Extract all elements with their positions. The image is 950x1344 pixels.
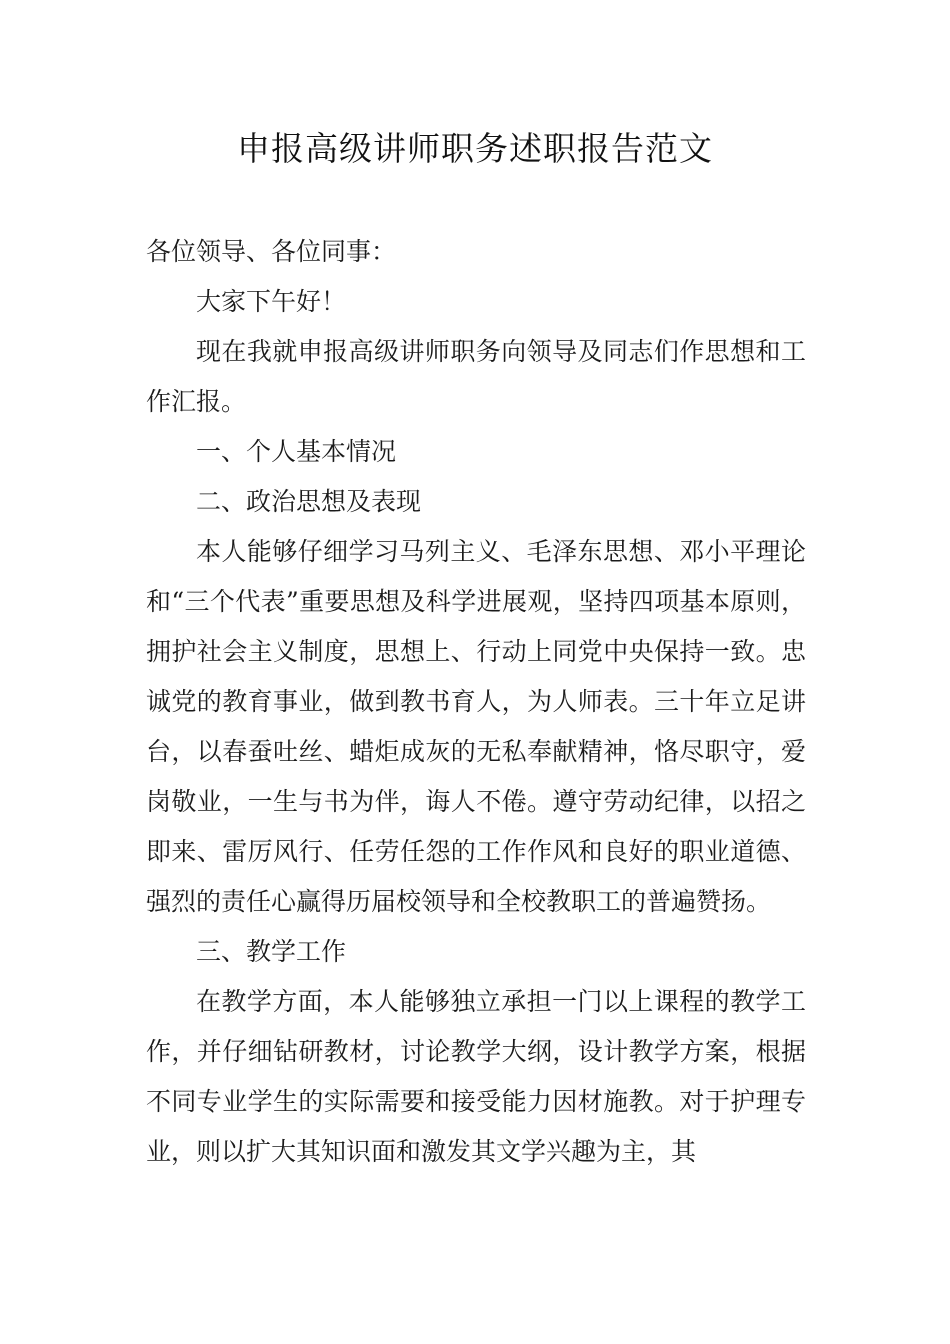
greeting: 大家下午好！ xyxy=(196,287,347,316)
section-heading-political: 二、政治思想及表现 xyxy=(196,487,422,516)
intro-paragraph: 现在我就申报高级讲师职务向领导及同志们作思想和工作汇报。 xyxy=(146,337,806,416)
document-body xyxy=(146,227,806,1177)
teaching-paragraph: 在教学方面，本人能够独立承担一门以上课程的教学工作，并仔细钻研教材，讨论教学大纲，设计教学方案，根据不同专业学生的实际需要和接受能力因材施教。对于护理专业，则以扩大其知识面和激发其文学兴趣为主，其 xyxy=(146,987,806,1166)
political-paragraph: 本人能够仔细学习马列主义、毛泽东思想、邓小平理论和“三个代表”重要思想及科学进展观，坚持四项基本原则，拥护社会主义制度，思想上、行动上同党中央保持一致。忠诚党的教育事业，做到教书育人，为人师表。三十年立足讲台，以春蚕吐丝、蜡炬成灰的无私奉献精神，恪尽职守，爱岗敬业，一生与书为伴，诲人不倦。遵守劳动纪律，以招之即来、雷厉风行、任劳任怨的工作作风和良好的职业道德、强烈的责任心赢得历届校领导和全校教职工的普遍赞扬。 xyxy=(146,537,806,916)
section-heading-teaching: 三、教学工作 xyxy=(196,937,347,966)
section-heading-personal-info: 一、个人基本情况 xyxy=(196,437,397,466)
salutation: 各位领导、各位同事： xyxy=(146,237,397,266)
document-title: 申报高级讲师职务述职报告范文 xyxy=(237,129,713,168)
